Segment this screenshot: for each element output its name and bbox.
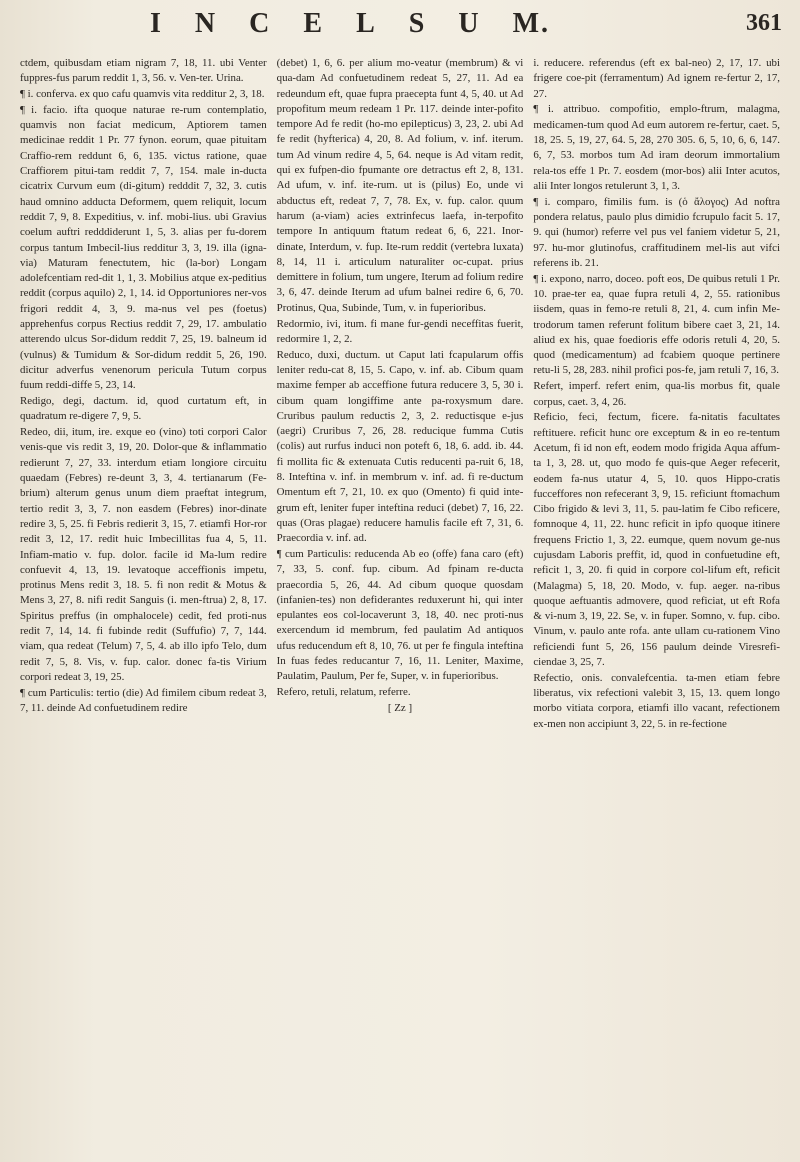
index-entry: Redormio, ivi, itum. fi mane fur-gendi neceffitas fuerit, redormire 1, 2, 2.	[276, 317, 524, 345]
running-head-letter: E	[303, 8, 325, 39]
index-entry: ctdem, quibusdam etiam nigram 7, 18, 11. ubi Venter fuppres-fus parum reddit 1, 3, 56. v. Ven-ter. Urina.	[20, 57, 267, 85]
index-entry: Reficio, feci, fectum, ficere. fa-nitatis facultates reftituere. reficit hunc ore exceptum & in eo re-tentum Acetum, fi id non eft, eodem modo frigida Aqua affum-ta 1, 3, 28. ut, quo modo fe quis-que Aeger refecerit, eodem fa-nus utatur 4, 5, 10. quos Hippo-cratis fucceffores non refecerant 3, 9, 15. reficiunt ftomachum Cibo frigido & levi 3, 11, 5. pau-latim fe Cibo reficere, fomnoque 4, 11, 22. hunc reficit in ipfo quoque itinere frequens Frictio 1, 3, 22. eumque, quem novum ge-nus cujusdam Laboris preffit, id, quod in confuetudine eft, reficit 1, 3, 20. fi quid in corpore col-lifum eft, reficit (Malagma) 5, 18, 20. Modo, v. fup. aeger. na-ribus quoque aeftuantis admovere, quod reficiat, ut eft Rofa & vi-num 3, 19, 22. Se, v. in fuper. Somno, v. fup. cibo. Vinum, v. paulo ante rofa. ante ullam cu-rationem Vino reficiendi funt 5, 26, 156 paulum deinde Viresrefi-ciendae 3, 25, 7.	[533, 411, 781, 669]
page-header	[0, 8, 800, 44]
index-entry: (debet) 1, 6, 6. per alium mo-veatur (membrum) & vi qua-dam Ad confuetudinem redeat 5, 27, 11. Ad ea redeundum eft, quae fupra praecepta funt 4, 5, 40. ut Ad propofitum meum redeam 1 Pr. 117. deinde inter-pofito tempore Ad fe redit (ho-mo epilepticus) 3, 23, 2. ubi Ad fe redit (hyfterica) 4, 20, 8. Ad folium, v. inf. iterum. tum Ad vinum redire 4, 5, 64. neque is Ad vitam redit, qui ex fufpen-dio fpumante ore detractus eft 2, 8, 131. Ad ufum, v. inf. ite-rum. ut is (pilus) Eo, unde vi abductus eft, redeat 7, 7, 78. Ex, v. fup. calor. quum harum (a-viam) acies extrinfecus laefa, in-terpofito tempore In antiquum ftatum redeat 6, 6, 221. Inor-dinate, Interdum, v. fup. Ite-rum reddit (vertebra luxata) 8, 14, 11 i. articulum naturaliter oc-cupat. prius demittere in folium, tum ungere, Iterum ad folium redire 3, 6, 47. deinde Iterum ad ufum balnei redire 6, 6, 70. Protinus, Qua, Subinde, Tum, v. in fuperioribus.	[276, 57, 524, 314]
index-entry: Refert, imperf. refert enim, qua-lis morbus fit, quale corpus, caet. 3, 4, 26.	[533, 380, 781, 408]
running-head-letter: C	[249, 8, 272, 39]
index-entry: ¶ cum Particulis: reducenda Ab eo (offe) fana caro (eft) 7, 33, 5. conf. fup. cibum. Ad fpinam re-ducta praecordia 5, 26, 44. Ad cibum quoque quosdam (infanien-tes) non defiderantes reduxerunt hi, qui inter epulantes eos col-locaverunt 3, 18, 40. nec proti-nus exercendum id membrum, fed paulatim Ad antiquos ufus reducendum eft 8, 10, 76. ut per fe fingula inteftina In fuas fedes reducantur 7, 16, 11. Leniter, Maxime, Paulatim, Paulum, Per fe, Super, v. in fuperioribus.	[276, 548, 524, 683]
text-columns	[20, 56, 780, 1156]
running-head	[150, 8, 550, 40]
index-entry: ¶ i. attribuo. compofitio, emplo-ftrum, malagma, medicamen-tum quod Ad eum autorem re-fertur, caet. 5, 18, 25. 5, 19, 27, 64. 5, 28, 270 305. 6, 5, 10, 6, 6, 147. 6, 7, 53. morbos tum Ad iram deorum immortalium rela-tos effe 1 Pr. 7. eosdem (mor-bos) alii Inter acutos, alii Inter longos retulerunt 3, 1, 3.	[533, 103, 781, 192]
running-head-letter: U	[458, 8, 481, 39]
running-head-letter: S	[408, 8, 427, 39]
running-head-letter: I	[150, 8, 163, 39]
page-number: 361	[746, 10, 782, 36]
index-entry: ¶ i. facio. ifta quoque naturae re-rum contemplatio, quamvis non faciat medicum, Aptiorem tamen medicinae reddit 1 Pr. 77 fynon. eorum, quae pituitam Craffio-rem reddunt 6, 6, 135. victus ratione, quae Craffiorem pitui-tam reddit 7, 7, 154. male in-ducta cicatrix Curvum eum (di-gitum) redddit 7, 32, 3. cutis haud omnino adducta Deformem, quem reliquit, locum reddit 7, 9, 8. Expeditius, v. inf. mobi-lius. ubi Gravius coelum auftri redddiderunt 1, 5, 3. alias per fu-dorem corpus tantum Imbecil-lius redditur 3, 3, 19. illa (igna-via) Maturam fenectutem, hic (la-bor) Longam adolefcentiam red-dit 1, 1, 3. Mobilius atque ex-peditius reddit (corpus aquilo) 2, 1, 14. id Opportuniores ner-vos frigori reddit 4, 3, 9. ma-nus vel pes (foetus) apprehenfus corpus Rectius reddit 7, 29, 17. ambulatio atterendo ulcus Sor-didum reddit 7, 25, 19. balneum id (vulnus) & Tumidum & Sor-didum reddit 5, 26, 190. dicitur adverfus venenorum pericula Tutum corpus fuum reddi-diffe 5, 23, 14.	[20, 103, 267, 392]
index-entry: Refectio, onis. convalefcentia. ta-men etiam febre liberatus, vix refectioni valebit 3, 15, 13. quem longo morbo vitiata corpora, etiamfi illo vacant, refectionem ex-men non accipiunt 3, 22, 5. in re-fectione	[533, 671, 781, 730]
index-entry: ¶ cum Particulis: tertio (die) Ad fimilem cibum redeat 3, 7, 11. deinde Ad confuetudinem redire	[20, 686, 267, 714]
running-head-letter: L	[356, 8, 377, 39]
column-left	[20, 56, 267, 1156]
index-entry: Reduco, duxi, ductum. ut Caput lati fcapularum offis leniter redu-cat 8, 15, 5. Capo, v. inf. ab. Cibum quam maxime femper ab acceffione futura reducere 3, 5, 30 i. cibum quam longiffime ante pa-roxysmum dare. Cruribus paulum reductis 2, 3, 2. reductisque e-jus (aegri) Cruribus 7, 26, 28. reducique fumma Cutis (colis) aut rurfus induci non poteft 6, 18, 6. add. ib. 44. fi mollita fic & extenuata Cutis reducenti pa-ruit 6, 18, 8. Inteftina v. inf. in membrum v. inf. ad. fi re-ductum Omentum eft 7, 21, 10. ex quo (Omento) fi quid inte-grum eft, leniter fuper inteftina reduci (debet) 7, 16, 22. quas (Oras plagae) reducere hamulis facile eft 7, 31, 6. Praecordia v. inf. ad.	[276, 348, 524, 545]
index-entry: Refero, retuli, relatum, referre.	[276, 686, 411, 699]
running-head-letter: M.	[512, 8, 550, 39]
index-entry: i. reducere. referendus (eft ex bal-neo) 2, 17, 17. ubi frigere coe-pit (ferramentum) Ad ignem re-fertur 2, 17, 27.	[533, 57, 781, 100]
index-entry: Redigo, degi, dactum. id, quod curtatum eft, in quadratum re-digere 7, 9, 5.	[20, 395, 267, 423]
column-middle	[277, 56, 524, 1156]
column-right	[533, 56, 780, 1156]
index-entry: Redeo, dii, itum, ire. exque eo (vino) toti corpori Calor venis-que vis redit 3, 19, 20. Dolor-que & inflammatio redierunt 7, 27, 33. interdum etiam longiore circuitu quaedam (Febres) re-deunt 3, 3, 4. tertianarum (Fe-brium) alterum genus unum diem praeftat integrum, tertio redit 3, 3, 7. non easdem (Febres) inor-dinate redire 3, 5, 25. fi Febris redierit 3, 15, 7. etiamfi Hor-ror redit 3, 12, 17. redit huic Imbecillitas fua 4, 5, 11. Infiam-matio v. fup. dolor. facile id Ma-lum redire confuevit 4, 13, 19. levatoque acceffionis impetu, protinus Mens redit 3, 18. 5. fi non redit & Motus & Mens 3, 27, 8. nifi redit Sanguis (i. men-ftrua) 2, 8, 17. Spiritus preffus (in omphalocele) cedit, fed proti-nus redit 7, 14, 14. fi fubinde redit (Suffufio) 7, 7, 144. viam, qua redeat (Telum) 7, 5, 4. ab illo ipfo Telo, dum redit 7, 5, 8. Vis, v. fup. calor. donec fa-tis Virium corpori redeat 3, 19, 25.	[20, 426, 267, 683]
index-entry: ¶ i. expono, narro, doceo. poft eos, De quibus retuli 1 Pr. 10. prae-ter ea, quae fupra retuli 4, 2, 55. rationibus iisdem, quas in femo-re retuli 8, 21, 4. cum infin Me-trodorum tamen referunt folitum bibere caet 3, 21, 14. aliud ex his, quae foedioris effe odoris retuli 4, 20, 5. quod (medicamentum) ad fcabiem quoque pertinere retu-li 5, 28, 283. nihil profici pos-fe, jam retuli 7, 16, 3.	[533, 272, 781, 377]
index-entry: ¶ i. comparo, fimilis fum. is (ὁ ἄλογος) Ad noftra pondera relatus, paulo plus dimidio fcrupulo facit 5. 17, 9. qui (humor) referre vel pus vel faniem videtur 5, 21, 97. hu-mor glutinofus, craffitudinem mel-lis aut vifci referens ib. 21.	[533, 195, 781, 269]
running-head-letter: N	[194, 8, 218, 39]
signature-mark: [ Zz ]	[387, 702, 413, 715]
index-entry: ¶ i. conferva. ex quo cafu quamvis vita redditur 2, 3, 18.	[20, 88, 265, 101]
